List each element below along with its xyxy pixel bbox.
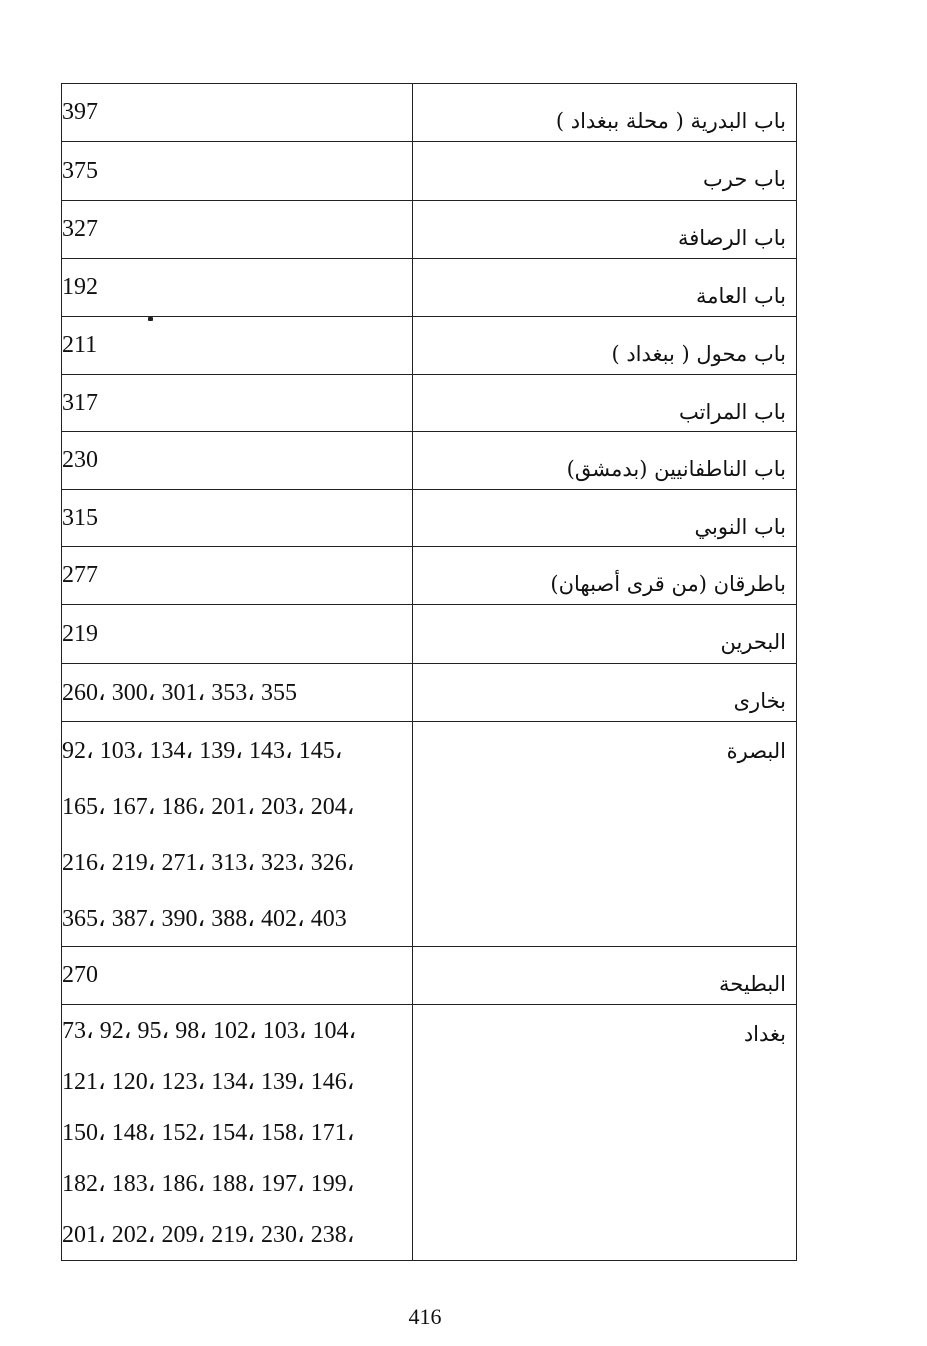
table-row: [62, 84, 797, 142]
page-refs-cell: [62, 547, 413, 605]
place-name-cell: [413, 664, 797, 722]
place-name: باب محول ( ببغداد ): [611, 342, 786, 366]
page-refs-cell: [62, 317, 413, 375]
table-row: [62, 259, 797, 317]
page-refs-line: 315: [62, 504, 98, 531]
place-name: البصرة: [726, 739, 786, 763]
page-refs-line: 230: [62, 447, 98, 473]
page-refs-line: 260، 300، 301، 353، 355: [62, 680, 297, 706]
page-refs-line: 192: [62, 274, 98, 300]
place-name: باب النوبي: [694, 515, 786, 539]
place-name: باب المراتب: [679, 400, 786, 424]
place-name-cell: [413, 84, 797, 142]
table-row: [62, 947, 797, 1005]
place-name: باب العامة: [696, 284, 786, 308]
table-row: [62, 722, 797, 947]
page-refs-line: 219: [62, 620, 98, 647]
page-refs-cell: [62, 722, 413, 947]
page-number: 416: [408, 1304, 442, 1329]
place-name: باب الناطفانيين (بدمشق): [566, 457, 786, 481]
page-refs-cell: [62, 605, 413, 664]
table-row: [62, 490, 797, 547]
place-name: البطيحة: [719, 972, 786, 996]
stray-ink-mark: [148, 317, 153, 321]
page-refs-line: 182، 183، 186، 188، 197، 199،: [62, 1171, 355, 1197]
place-name-cell: [413, 490, 797, 547]
page-refs-cell: [62, 259, 413, 317]
table-row: [62, 432, 797, 490]
place-name: باطرقان (من قرى أصبهان): [550, 572, 786, 596]
page-refs-line: 397: [62, 99, 98, 125]
page-refs-line: 121، 120، 123، 134، 139، 146،: [62, 1069, 355, 1095]
page-refs-line: 365، 387، 390، 388، 402، 403: [62, 905, 347, 932]
page-refs-line: 270: [62, 962, 98, 988]
page-refs-line: 216، 219، 271، 313، 323، 326،: [62, 849, 355, 876]
place-name: بخارى: [733, 689, 786, 713]
place-name: بغداد: [743, 1022, 786, 1046]
place-name-cell: [413, 317, 797, 375]
place-name: باب حرب: [702, 167, 786, 191]
table-row: [62, 1005, 797, 1261]
place-name-cell: [413, 947, 797, 1005]
place-name-cell: [413, 432, 797, 490]
page-refs-cell: [62, 947, 413, 1005]
page-refs-line: 317: [62, 389, 98, 416]
page-refs-cell: [62, 664, 413, 722]
place-name-cell: [413, 605, 797, 664]
page-refs-cell: [62, 142, 413, 201]
place-name-cell: [413, 375, 797, 432]
page-refs-line: 277: [62, 562, 98, 588]
page-refs-line: 73، 92، 95، 98، 102، 103، 104،: [62, 1018, 357, 1044]
table-row: [62, 142, 797, 201]
place-name-cell: [413, 142, 797, 201]
table-row: [62, 201, 797, 259]
table-row: [62, 317, 797, 375]
place-name-cell: [413, 722, 797, 947]
place-name: البحرين: [720, 630, 786, 654]
page-refs-line: 327: [62, 216, 98, 242]
table-row: [62, 605, 797, 664]
table-row: [62, 375, 797, 432]
page-refs-cell: [62, 375, 413, 432]
page-refs-line: 211: [62, 332, 98, 358]
page-refs-line: 201، 202، 209، 219، 230، 238،: [62, 1222, 355, 1248]
page-refs-line: 375: [62, 157, 98, 184]
page-refs-line: 92، 103، 134، 139، 143، 145،: [62, 737, 343, 764]
table-row: [62, 664, 797, 722]
place-name-cell: [413, 259, 797, 317]
index-body: [62, 84, 797, 1261]
place-name-cell: [413, 547, 797, 605]
place-name-cell: [413, 201, 797, 259]
page-refs-cell: [62, 1005, 413, 1261]
page-refs-cell: [62, 432, 413, 490]
page-refs-cell: [62, 84, 413, 142]
page-refs-line: 165، 167، 186، 201، 203، 204،: [62, 793, 355, 820]
page-refs-line: 150، 148، 152، 154، 158، 171،: [62, 1120, 355, 1146]
place-name: باب البدرية ( محلة ببغداد ): [555, 109, 786, 133]
page-refs-cell: [62, 201, 413, 259]
place-name-cell: [413, 1005, 797, 1261]
page-refs-cell: [62, 490, 413, 547]
place-name: باب الرصافة: [677, 226, 786, 250]
table-row: [62, 547, 797, 605]
index-table: [61, 83, 797, 1261]
